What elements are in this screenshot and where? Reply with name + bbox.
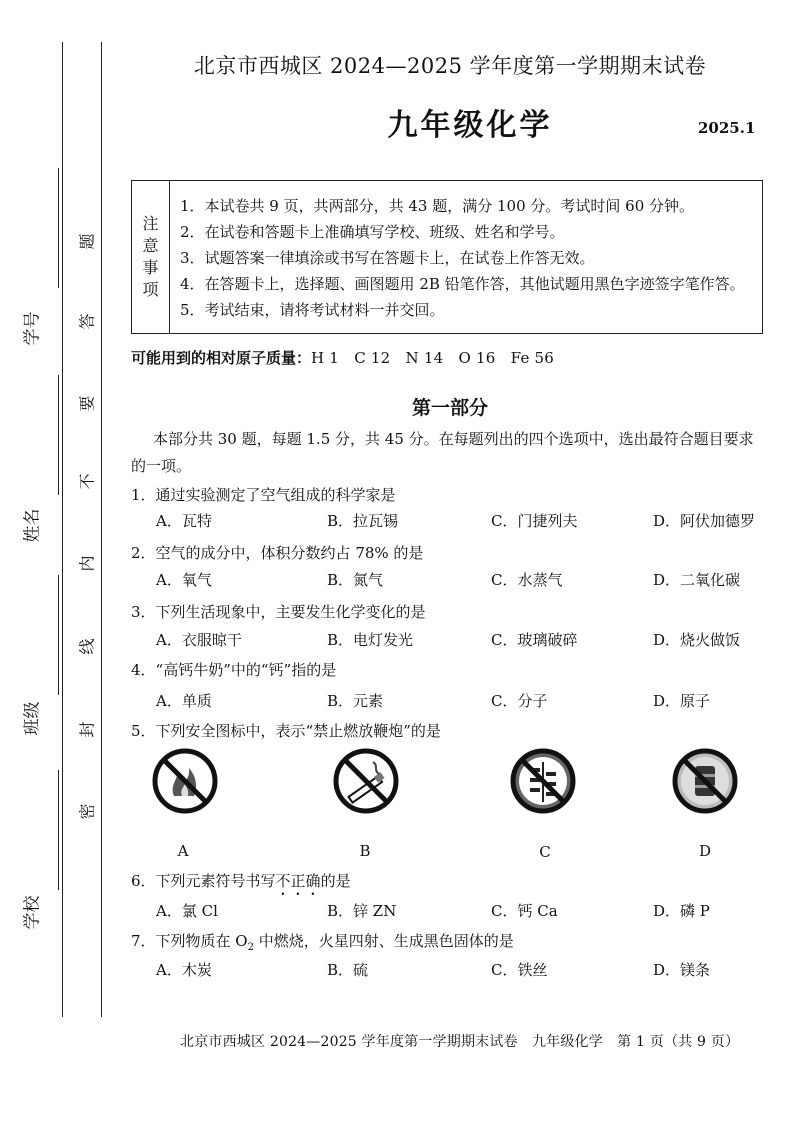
notice-box: [131, 180, 763, 334]
sign-label-b: B: [359, 842, 371, 860]
subject-title: 九年级化学: [387, 108, 553, 143]
question-stem-prefix: 6．下列元素符号书写: [131, 872, 276, 890]
question-stem: [131, 930, 514, 953]
option-d: D．原子: [653, 692, 711, 710]
option-a: A．氯 Cl: [156, 902, 218, 920]
no-open-flame-sign-icon: [152, 748, 218, 814]
notice-heading: [132, 181, 170, 333]
class-label: 班级: [22, 701, 43, 736]
page-footer: 北京市西城区 2024—2025 学年度第一学期期末试卷 九年级化学 第 1 页（共 9 页）: [180, 1034, 740, 1050]
question-stem: 3．下列生活现象中，主要发生化学变化的是: [131, 603, 426, 621]
option-c: C．钙 Ca: [491, 902, 558, 920]
question-stem: 4．“高钙牛奶”中的“钙”指的是: [131, 661, 337, 679]
option-c: C．水蒸气: [491, 571, 563, 589]
option-a: A．氧气: [156, 571, 212, 589]
atomic-masses-label: 可能用到的相对原子质量：: [131, 349, 312, 367]
option-a: A．瓦特: [156, 512, 212, 530]
question-options: [0, 959, 794, 983]
question-options: [0, 690, 794, 714]
notice-item: 2．在试卷和答题卡上准确填写学校、班级、姓名和学号。: [180, 223, 565, 241]
notice-heading-char: 注: [142, 214, 159, 233]
option-d: D．阿伏加德罗: [653, 512, 756, 530]
question-stem-subscript: 2: [247, 942, 254, 953]
option-c: C．玻璃破碎: [491, 631, 578, 649]
notice-item: 1．本试卷共 9 页，共两部分，共 43 题，满分 100 分。考试时间 60 分钟。: [180, 197, 695, 215]
option-c: C．分子: [491, 692, 548, 710]
seal-char: 要: [77, 395, 97, 412]
question-stem: 2．空气的成分中，体积分数约占 78% 的是: [131, 544, 424, 562]
sign-label-d: D: [698, 842, 712, 860]
option-d: D．烧火做饭: [653, 631, 741, 649]
seal-char: 内: [77, 555, 97, 572]
option-a: A．木炭: [156, 961, 212, 979]
question-options: [0, 629, 794, 653]
option-d: D．镁条: [653, 961, 711, 979]
exam-date: 2025.1: [698, 119, 756, 137]
part-title: 第一部分: [411, 397, 488, 419]
seal-char: 不: [77, 473, 97, 490]
no-flammable-materials-sign-icon: [672, 748, 738, 814]
notice-list: [180, 193, 760, 323]
option-b: B．锌 ZN: [327, 902, 397, 920]
question-options: [0, 569, 794, 593]
option-a: A．单质: [156, 692, 212, 710]
question-stem-prefix: 7．下列物质在 O: [131, 932, 248, 950]
seal-char: 密: [77, 803, 97, 820]
part-intro: 本部分共 30 题，每题 1.5 分，共 45 分。在每题列出的四个选项中，选出最符合题目要求的一项。: [131, 430, 754, 475]
notice-item: 3．试题答案一律填涂或书写在答题卡上，在试卷上作答无效。: [180, 249, 595, 267]
option-c: C．铁丝: [491, 961, 548, 979]
option-b: B．拉瓦锡: [327, 512, 399, 530]
option-c: C．门捷列夫: [491, 512, 578, 530]
sign-label-c: C: [539, 843, 551, 861]
question-stem-suffix: 中燃烧，火星四射、生成黑色固体的是: [254, 932, 514, 950]
notice-heading-char: 意: [142, 236, 159, 255]
atomic-masses: [131, 347, 554, 368]
option-d: D．磷 P: [653, 902, 710, 920]
option-b: B．电灯发光: [327, 631, 414, 649]
notice-item: 4．在答题卡上，选择题、画图题用 2B 铅笔作答，其他试题用黑色字迹签字笔作答。: [180, 275, 745, 293]
question-stem: [131, 870, 351, 899]
student-id-label: 学号: [22, 311, 43, 346]
school-label: 学校: [22, 895, 43, 930]
question-stem-emphasis: 不正确: [275, 872, 321, 890]
school-rule: [58, 770, 59, 890]
option-b: B．元素: [327, 692, 384, 710]
option-d: D．二氧化碳: [653, 571, 741, 589]
option-b: B．氮气: [327, 571, 384, 589]
seal-char: 线: [77, 638, 97, 655]
question-stem: 5．下列安全图标中，表示“禁止燃放鞭炮”的是: [131, 722, 441, 740]
student-id-rule: [58, 168, 59, 288]
notice-heading-char: 项: [142, 280, 159, 299]
no-smoking-sign-icon: [333, 748, 399, 814]
option-b: B．硫: [327, 961, 369, 979]
no-firecrackers-sign-icon: [510, 748, 576, 814]
binding-margin: [0, 0, 110, 1124]
notice-heading-char: 事: [142, 258, 159, 277]
question-options: [0, 510, 794, 534]
question-stem-suffix: 的是: [320, 872, 351, 890]
name-rule: [58, 375, 59, 495]
sign-label-a: A: [177, 842, 189, 860]
seal-char: 答: [77, 313, 97, 330]
seal-char: 封: [77, 721, 97, 738]
question-options: [0, 900, 794, 924]
question-stem: 1．通过实验测定了空气组成的科学家是: [131, 486, 396, 504]
seal-char: 题: [77, 233, 97, 250]
exam-title: 北京市西城区 2024—2025 学年度第一学期期末试卷: [193, 54, 707, 78]
atomic-masses-values: H 1 C 12 N 14 O 16 Fe 56: [311, 349, 554, 367]
notice-item: 5．考试结束，请将考试材料一并交回。: [180, 301, 445, 319]
name-label: 姓名: [22, 508, 43, 543]
option-a: A．衣服晾干: [156, 631, 242, 649]
